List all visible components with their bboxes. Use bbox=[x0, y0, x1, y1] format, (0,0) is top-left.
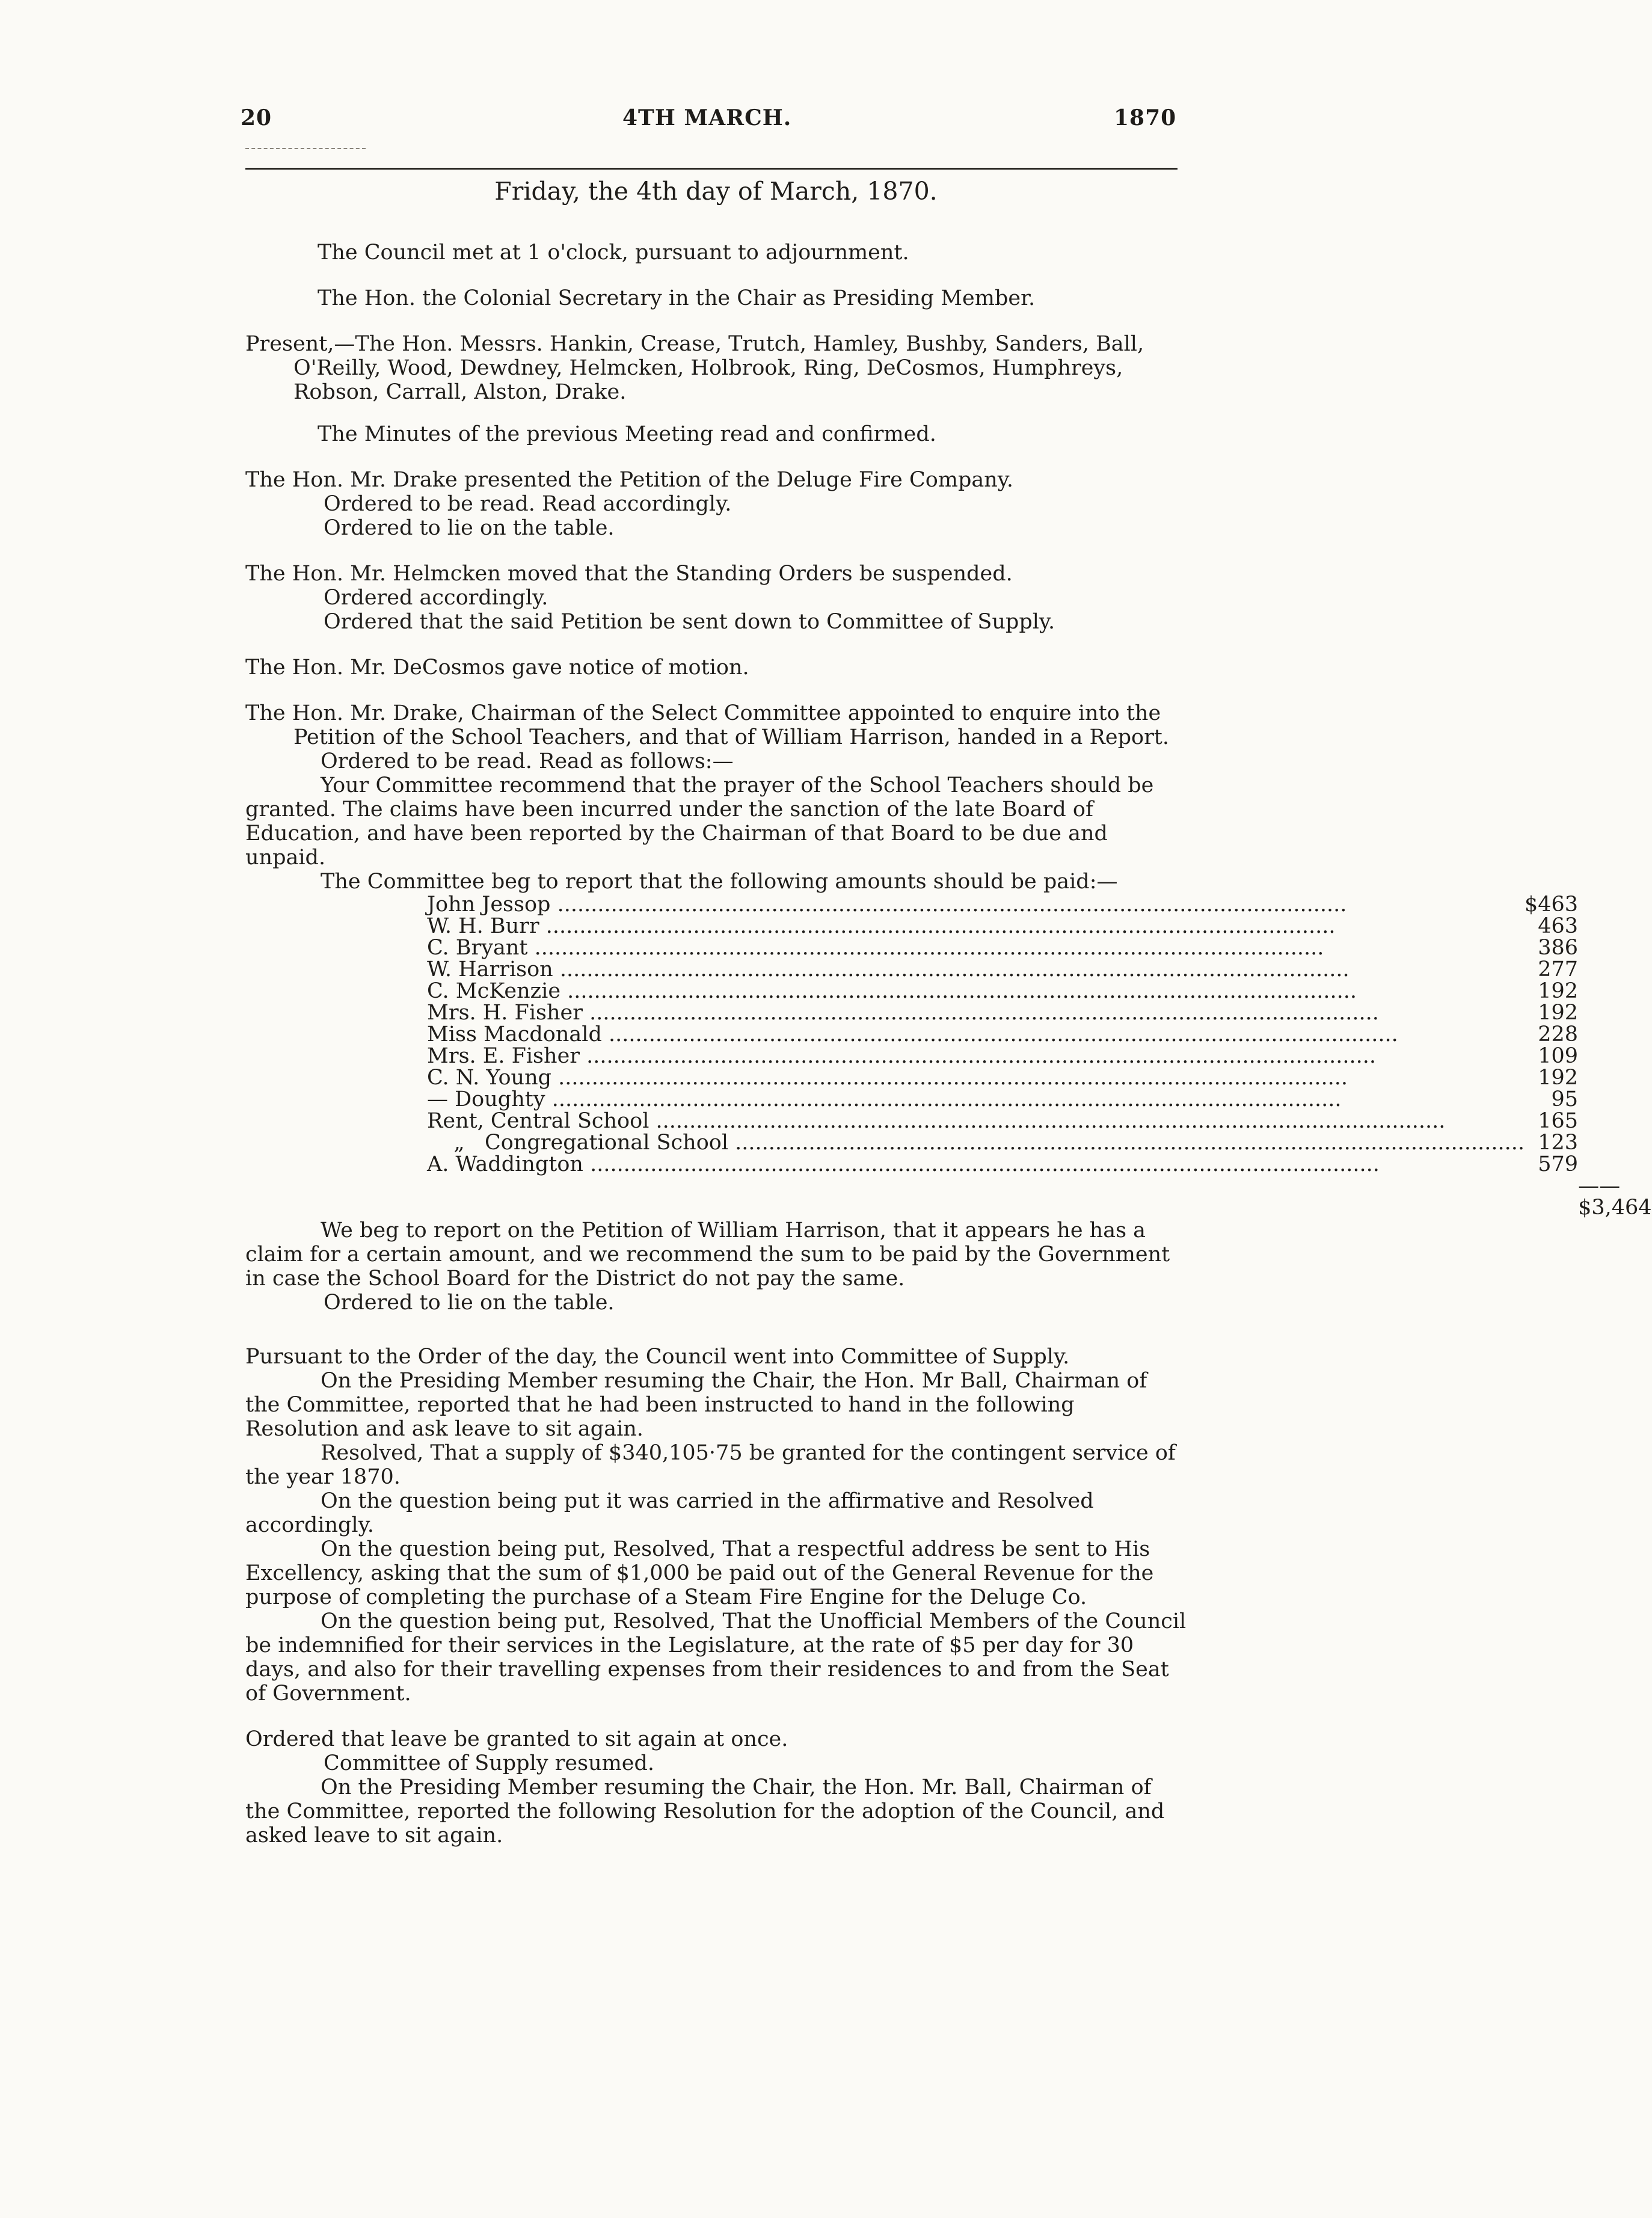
present-list: Present,—The Hon. Messrs. Hankin, Crease, Trutch, Hamley, Bushby, Sanders, Ball, O'Reilly, Wood, Dewdney, Helmcken, Holbrook, Ring, DeCosmos, Humphreys, Robson, Carrall, Alston, Drake. bbox=[245, 332, 1144, 404]
table-row: Rent, Central School ..... 165 bbox=[427, 1110, 1652, 1132]
table-row: W. Harrison ..... 277 bbox=[427, 959, 1652, 980]
leave-block bbox=[245, 1727, 1187, 1848]
supply-block bbox=[245, 1345, 1187, 1706]
document-body bbox=[245, 177, 1652, 1848]
supply-resume: On the Presiding Member resuming the Chair, the Hon. Mr Ball, Chairman of the Committee, reported that he had been instructed to hand in the following Resolution and ask leave to sit again. bbox=[245, 1369, 1147, 1441]
helmcken-motion: The Hon. Mr. Helmcken moved that the Standing Orders be suspended. bbox=[245, 562, 1013, 586]
table-row: Mrs. E. Fisher ..... 109 bbox=[427, 1045, 1652, 1067]
table-row: A. Waddington ..... 579 bbox=[427, 1154, 1652, 1175]
pursuant-order: Pursuant to the Order of the day, the Council went into Committee of Supply. bbox=[245, 1345, 1070, 1369]
total-row bbox=[427, 1175, 1652, 1218]
date-line: Friday, the 4th day of March, 1870. bbox=[494, 177, 938, 206]
header-rule bbox=[245, 168, 1178, 170]
question-address: On the question being put, Resolved, That a respectful address be sent to His Excellency, asking that the sum of $1,000 be paid out of the General Revenue for the purpose of completing the purchase of a Steam Fire Engine for the Deluge Co. bbox=[245, 1537, 1154, 1609]
table-row: John Jessop ..... $463 bbox=[427, 894, 1652, 915]
helmcken-supply: Ordered that the said Petition be sent down to Committee of Supply. bbox=[324, 610, 1055, 634]
decosmos-notice: The Hon. Mr. DeCosmos gave notice of motion. bbox=[245, 656, 749, 680]
amounts-total: ——$3,464 bbox=[1578, 1174, 1652, 1220]
drake-read: Ordered to be read. Read accordingly. bbox=[324, 492, 732, 516]
table-row: C. McKenzie ..... 192 bbox=[427, 980, 1652, 1002]
page-number: 20 bbox=[241, 105, 272, 131]
harrison-lie: Ordered to lie on the table. bbox=[324, 1291, 615, 1315]
helmcken-block bbox=[245, 562, 1187, 634]
report-block bbox=[245, 701, 1652, 1315]
harrison-report: We beg to report on the Petition of William Harrison, that it appears he has a claim for a certain amount, and we recommend the sum to be paid by the Government in case the School Board for the District do not pay the same. bbox=[245, 1218, 1170, 1291]
table-row: — Doughty ..... 95 bbox=[427, 1089, 1652, 1110]
report-recommend: Your Committee recommend that the prayer of the School Teachers should be granted. The claims have been incurred under the sanction of the late Board of Education, and have been reported by the Chairman of that Board to be due and unpaid. bbox=[245, 773, 1154, 870]
chair-line: The Hon. the Colonial Secretary in the Chair as Presiding Member. bbox=[318, 286, 1036, 310]
final-resolution: On the Presiding Member resuming the Chair, the Hon. Mr. Ball, Chairman of the Committee, reported the following Resolution for the adoption of the Council, and asked leave to sit again. bbox=[245, 1775, 1165, 1848]
drake-petition: The Hon. Mr. Drake presented the Petition of the Deluge Fire Company. bbox=[245, 468, 1014, 492]
running-title: 4TH MARCH. bbox=[622, 105, 792, 131]
drake-petition-block bbox=[245, 468, 1187, 540]
table-row: C. N. Young ..... 192 bbox=[427, 1067, 1652, 1089]
running-year: 1870 bbox=[1114, 105, 1177, 131]
report-read: Ordered to be read. Read as follows:— bbox=[321, 749, 734, 773]
table-row: W. H. Burr ..... 463 bbox=[427, 915, 1652, 937]
header-dash bbox=[245, 148, 366, 149]
helmcken-ordered: Ordered accordingly. bbox=[324, 586, 548, 610]
minutes-line: The Minutes of the previous Meeting read and confirmed. bbox=[318, 422, 936, 446]
resolved-supply: Resolved, That a supply of $340,105·75 be granted for the contingent service of the year 1870. bbox=[245, 1441, 1176, 1489]
table-row: C. Bryant ..... 386 bbox=[427, 937, 1652, 959]
table-row: Miss Macdonald ..... 228 bbox=[427, 1024, 1652, 1045]
amounts-table bbox=[427, 894, 1652, 1218]
question-indemnified: On the question being put, Resolved, That the Unofficial Members of the Council be indemnified for their services in the Legislature, at the rate of $5 per day for 30 days, and also for their travelling expenses from their residences to and from the Seat of Government. bbox=[245, 1609, 1187, 1706]
report-amounts-intro: The Committee beg to report that the following amounts should be paid:— bbox=[321, 870, 1118, 894]
report-intro: The Hon. Mr. Drake, Chairman of the Select Committee appointed to enquire into the Petition of the School Teachers, and that of William Harrison, handed in a Report. bbox=[245, 701, 1169, 749]
committee-resumed: Committee of Supply resumed. bbox=[324, 1751, 655, 1775]
drake-lie: Ordered to lie on the table. bbox=[324, 516, 615, 540]
council-met: The Council met at 1 o'clock, pursuant to adjournment. bbox=[318, 241, 909, 265]
ordered-leave: Ordered that leave be granted to sit again at once. bbox=[245, 1727, 788, 1751]
question-carried: On the question being put it was carried in the affirmative and Resolved accordingly. bbox=[245, 1489, 1094, 1537]
table-row: Mrs. H. Fisher ..... 192 bbox=[427, 1002, 1652, 1024]
table-row: „ Congregational School ..... 123 bbox=[427, 1132, 1652, 1154]
